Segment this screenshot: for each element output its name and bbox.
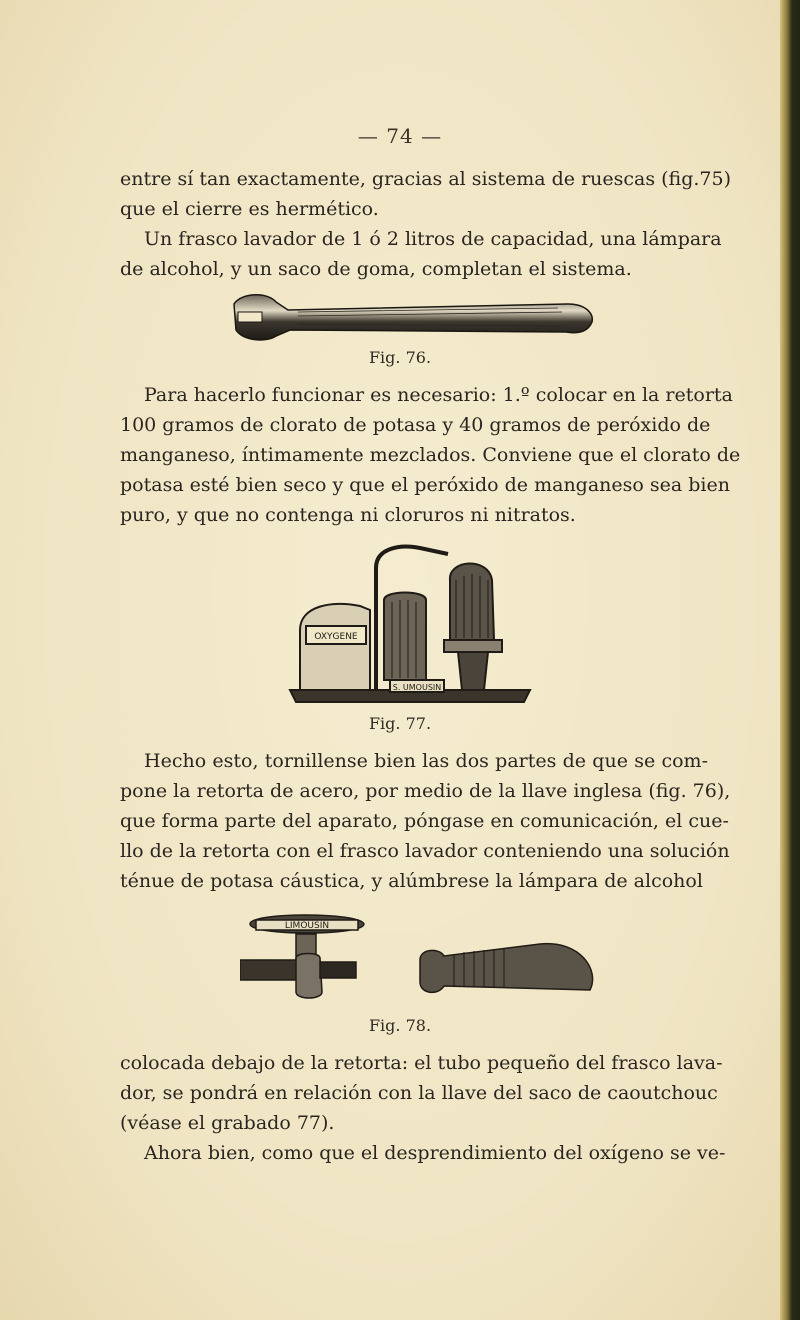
page-number: — 74 — [357, 124, 443, 148]
text-line: entre sí tan exactamente, gracias al sistema de ruescas (fig.75) [120, 168, 732, 190]
text-line: que forma parte del aparato, póngase en comunicación, el cue- [120, 810, 729, 832]
page-edge [780, 0, 800, 1320]
text-line: pone la retorta de acero, por medio de la llave inglesa (fig. 76), [120, 780, 731, 802]
paragraph-4 [120, 746, 731, 896]
text-line: que el cierre es hermético. [120, 198, 379, 220]
wrench-illustration [228, 290, 598, 342]
maker-label: LIMOUSIN [284, 921, 330, 931]
text-line: 100 gramos de clorato de potasa y 40 gramos de peróxido de [120, 414, 711, 436]
maker-label: S. UMOUSIN [392, 683, 442, 692]
figure-78-caption: Fig. 78. [368, 1016, 432, 1035]
text-line: ténue de potasa cáustica, y alúmbrese la lámpara de alcohol [120, 870, 703, 892]
text-line: Para hacerlo funcionar es necesario: 1.º colocar en la retorta [144, 384, 733, 406]
text-line: (véase el grabado 77). [120, 1112, 335, 1134]
figure-76-wrench [228, 290, 598, 342]
text-line: dor, se pondrá en relación con la llave del saco de caoutchouc [120, 1082, 718, 1104]
figure-76-caption: Fig. 76. [368, 348, 432, 367]
text-line: manganeso, íntimamente mezclados. Conviene que el clorato de [120, 444, 741, 466]
text-line: llo de la retorta con el frasco lavador conteniendo una solución [120, 840, 730, 862]
paragraph-3 [120, 380, 741, 530]
text-line: puro, y que no contenga ni cloruros ni nitratos. [120, 504, 576, 526]
text-line: de alcohol, y un saco de goma, completan el sistema. [120, 258, 632, 280]
paragraph-2 [120, 224, 722, 284]
paragraph-1 [120, 164, 732, 224]
text-line: Hecho esto, tornillense bien las dos partes de que se com- [144, 750, 708, 772]
paragraph-5 [120, 1048, 723, 1138]
figure-77-apparatus [280, 540, 540, 710]
text-line: colocada debajo de la retorta: el tubo pequeño del frasco lava- [120, 1052, 723, 1074]
valve-fittings-illustration [240, 900, 600, 1010]
figure-78-fittings [240, 900, 600, 1010]
oxygen-apparatus-illustration [280, 540, 540, 710]
text-line: Un frasco lavador de 1 ó 2 litros de capacidad, una lámpara [144, 228, 722, 250]
oxygene-label: OXYGENE [314, 632, 358, 642]
figure-77-caption: Fig. 77. [368, 714, 432, 733]
paragraph-6 [120, 1138, 726, 1168]
text-line: Ahora bien, como que el desprendimiento del oxígeno se ve- [144, 1142, 726, 1164]
text-line: potasa esté bien seco y que el peróxido de manganeso sea bien [120, 474, 730, 496]
